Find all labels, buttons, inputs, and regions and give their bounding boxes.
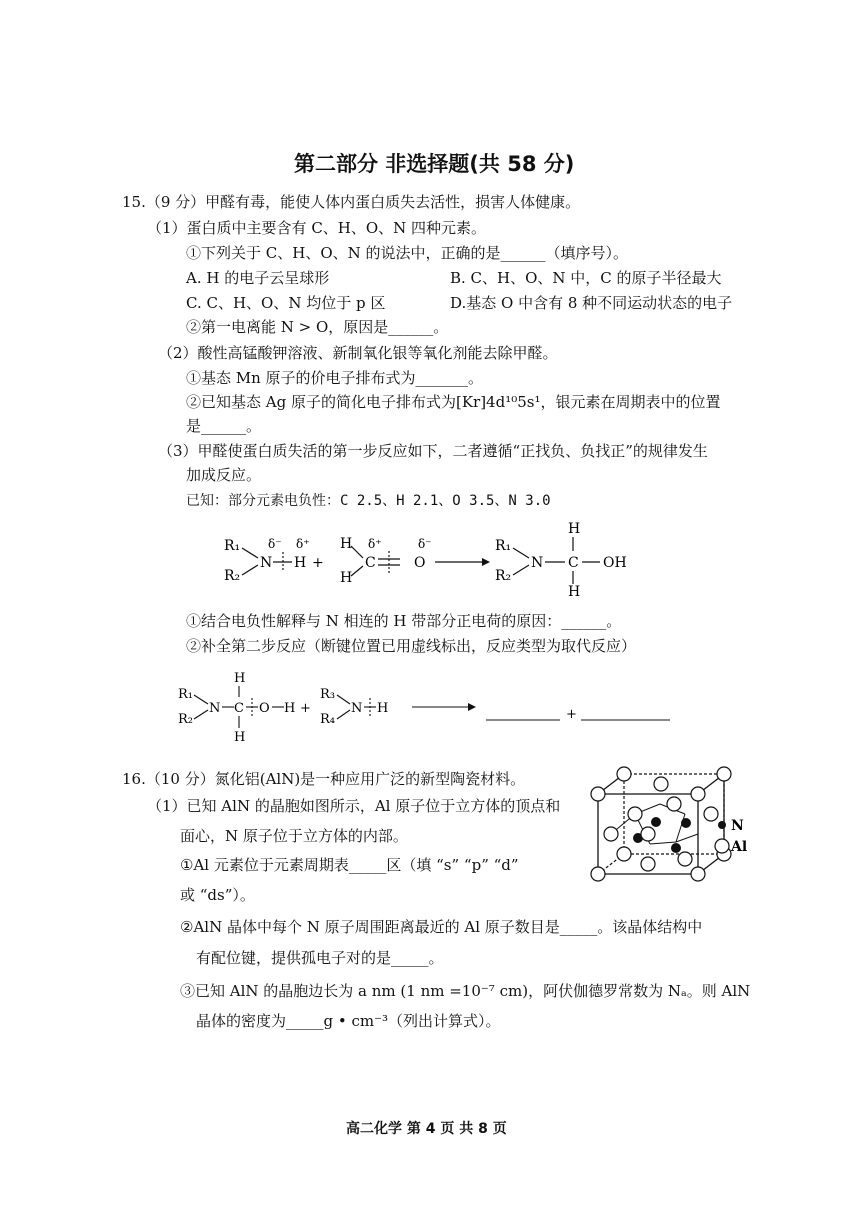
q15-part2-question2-cont: 是______。 [186,417,262,435]
legend-al-marker [715,839,729,853]
q15-part3-question2: ②补全第二步反应（断键位置已用虚线标出，反应类型为取代反应） [186,637,637,655]
reaction-step1-diagram [220,518,660,598]
rxn1-product-r1: R₁ [495,538,512,554]
rxn1-product-h-top: H [568,521,581,537]
rxn2-r4: R₄ [320,712,335,727]
rxn1-n-delta-minus: δ⁻ [268,537,282,551]
page-title: 第二部分 非选择题(共 58 分) [294,152,575,176]
q15-part1: （1）蛋白质中主要含有 C、H、O、N 四种元素。 [147,219,487,237]
q16-question3: ③已知 AlN 的晶胞边长为 a nm (1 nm =10⁻⁷ cm)，阿伏伽德罗常数为 Nₐ。则 AlN [180,982,751,1000]
q15-option-d: D.基态 O 中含有 8 种不同运动状态的电子 [450,294,733,312]
q16-question1-cont: 或 “ds”）。 [180,886,255,904]
legend-n-label: N [731,818,744,834]
q15-option-c: C. C、H、O、N 均位于 p 区 [186,294,386,312]
rxn2-r1: R₁ [178,687,193,702]
rxn2-o: O [259,701,270,716]
legend-al-label: Al [731,839,748,855]
rxn2-h2: H [377,701,389,716]
rxn2-n2: N [351,701,363,716]
rxn1-product-n: N [531,555,544,571]
rxn1-product-r2: R₂ [495,568,512,584]
rxn2-r3: R₃ [320,687,335,702]
rxn1-h: H [294,555,307,571]
rxn1-c-delta-plus: δ⁺ [368,537,382,551]
rxn1-product-h-bottom: H [568,584,581,598]
rxn1-h-bottom: H [340,570,353,586]
q15-part2: （2）酸性高锰酸钾溶液、新制氧化银等氧化剂能去除甲醛。 [158,344,558,362]
rxn2-oh-h: H [284,701,296,716]
rxn2-h-top: H [234,671,246,686]
rxn1-r1: R₁ [224,538,241,554]
rxn1-h-top: H [340,536,353,552]
rxn2-plus-2: + [566,707,577,722]
electronegativity-note: 已知：部分元素电负性：C 2.5、H 2.1、O 3.5、N 3.0 [186,493,551,509]
q15-part1-question1: ①下列关于 C、H、O、N 的说法中，正确的是______（填序号）。 [186,244,629,262]
rxn1-n: N [260,555,273,571]
q15-part2-question1: ①基态 Mn 原子的价电子排布式为_______。 [186,369,484,387]
rxn1-product-c: C [568,555,579,571]
rxn2-r2: R₂ [178,712,193,727]
legend-n-marker [718,821,726,829]
rxn2-n: N [209,701,221,716]
page-footer: 高二化学 第 4 页 共 8 页 [346,1121,507,1137]
q15-part1-question2: ②第一电离能 N > O，原因是______。 [186,318,449,336]
q16-question1: ①Al 元素位于元素周期表_____区（填 “s” “p” “d” [180,856,519,874]
rxn1-o-delta-minus: δ⁻ [418,537,432,551]
q16-question2: ②AlN 晶体中每个 N 原子周围距离最近的 Al 原子数目是_____。该晶体结构中 [180,918,703,936]
rxn1-r2: R₂ [224,568,241,584]
q15-stem: 15.（9 分）甲醛有毒，能使人体内蛋白质失去活性，损害人体健康。 [122,193,581,211]
q16-part1-cont: 面心，N 原子位于立方体的内部。 [180,827,408,845]
rxn1-plus: + [312,555,324,571]
q15-part3: （3）甲醛使蛋白质失活的第一步反应如下，二者遵循“正找负、负找正”的规律发生 [158,442,708,460]
reaction-step2-diagram [176,668,676,746]
q16-stem: 16.（10 分）氮化铝(AlN)是一种应用广泛的新型陶瓷材料。 [122,770,526,788]
q15-part3-cont: 加成反应。 [186,466,262,484]
rxn1-product-oh: OH [603,555,627,571]
q16-question3-cont: 晶体的密度为_____g • cm⁻³（列出计算式）。 [196,1012,501,1030]
q16-part1: （1）已知 AlN 的晶胞如图所示，Al 原子位于立方体的顶点和 [147,797,561,815]
rxn2-h-bottom: H [234,730,246,745]
q15-option-a: A. H 的电子云呈球形 [186,269,330,287]
crystal-legend [714,816,774,860]
rxn2-plus-1: + [300,701,311,716]
rxn1-h-delta-plus: δ⁺ [296,537,310,551]
rxn2-c: C [234,701,244,716]
q16-question2-cont: 有配位键，提供孤电子对的是_____。 [196,949,444,967]
rxn1-o: O [414,555,426,571]
q15-option-b: B. C、H、O、N 中，C 的原子半径最大 [450,269,722,287]
rxn1-c: C [365,555,376,571]
q15-part3-question1: ①结合电负性解释与 N 相连的 H 带部分正电荷的原因：______。 [186,612,622,630]
q15-part2-question2: ②已知基态 Ag 原子的简化电子排布式为[Kr]4d¹⁰5s¹，银元素在周期表中的位置 [186,393,721,411]
